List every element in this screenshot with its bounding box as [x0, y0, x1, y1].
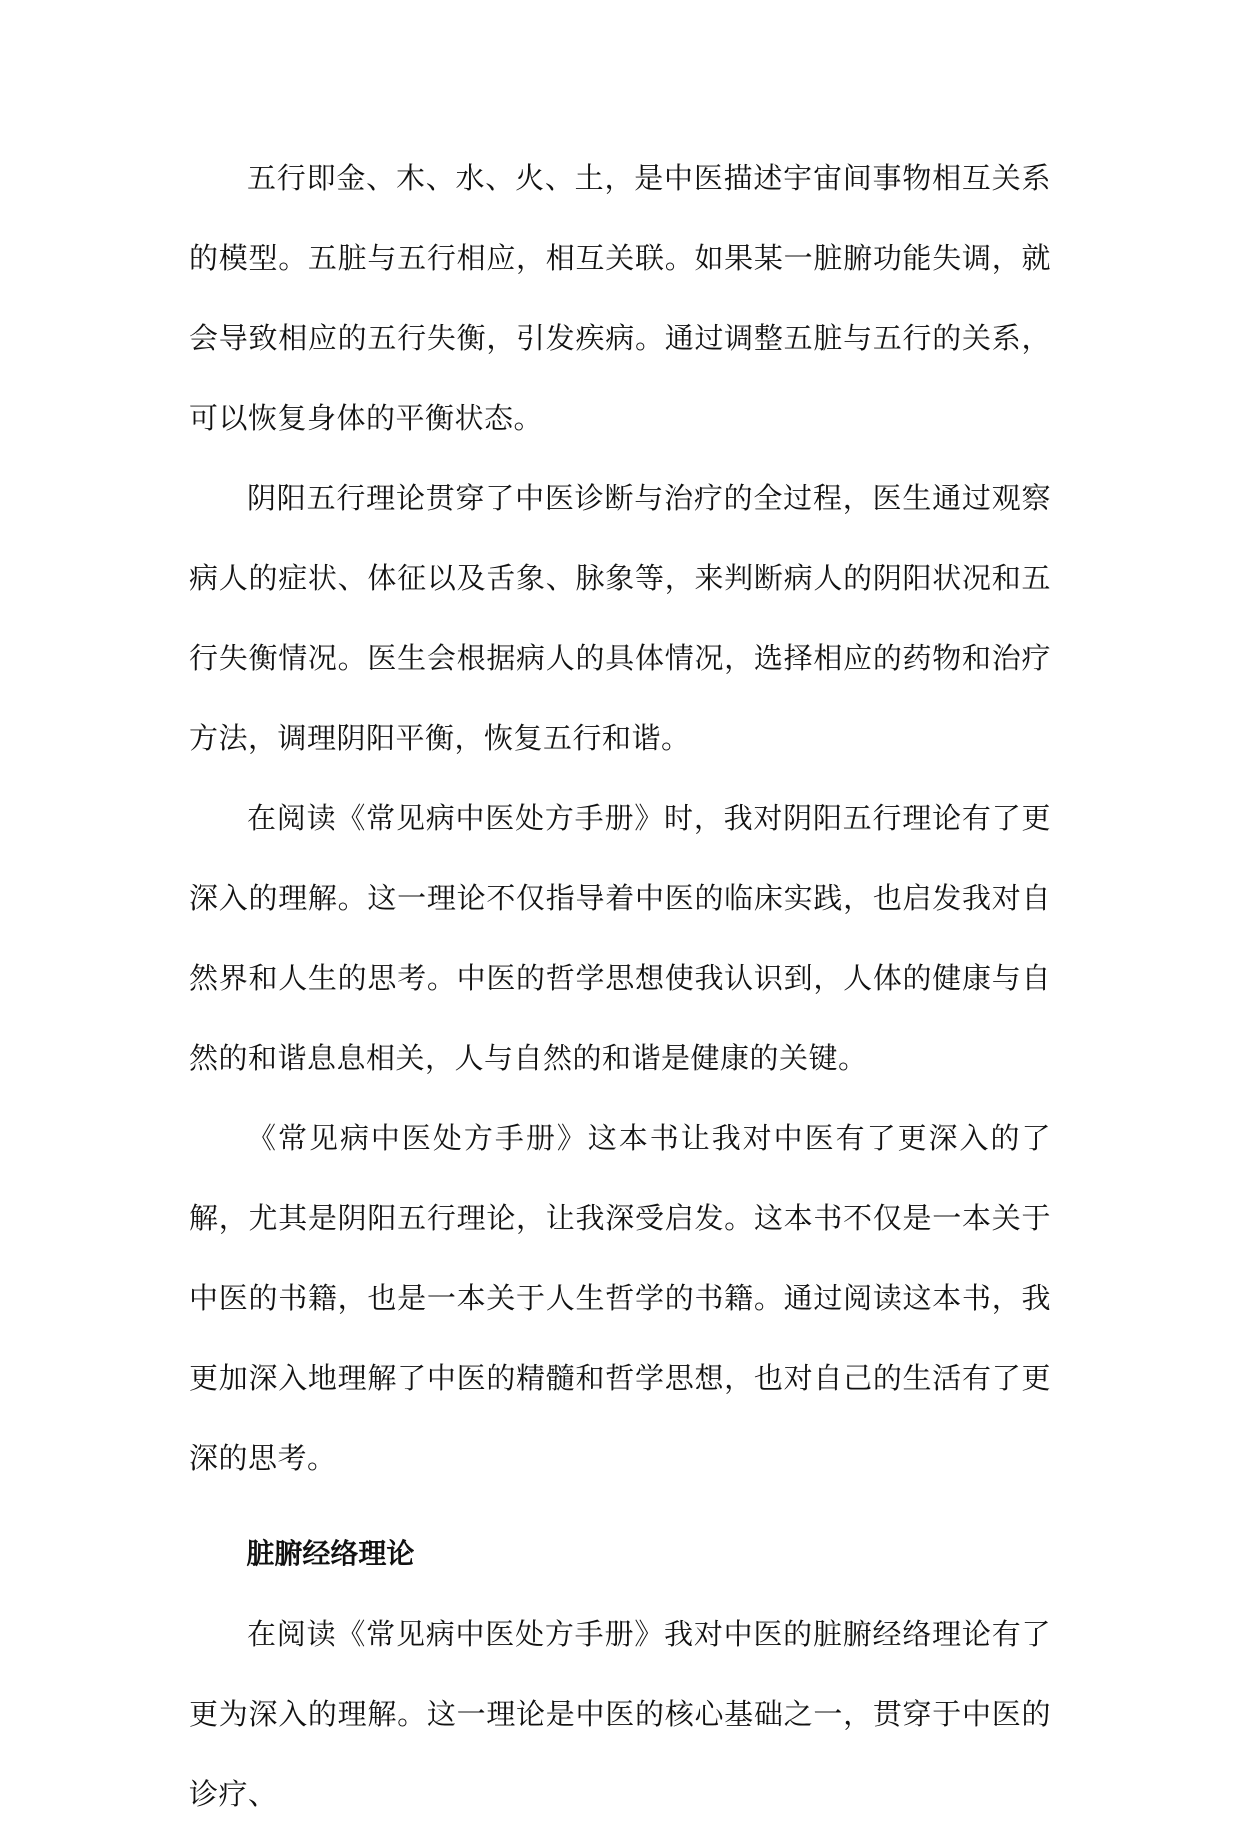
paragraph-reading-reflection: 在阅读《常见病中医处方手册》时，我对阴阳五行理论有了更深入的理解。这一理论不仅指导着中医的临床实践，也启发我对自然界和人生的思考。中医的哲学思想使我认识到，人体的健康与自然的和谐息息相关，人与自然的和谐是健康的关键。: [189, 801, 1051, 1075]
paragraph-book-summary: 《常见病中医处方手册》这本书让我对中医有了更深入的了解，尤其是阴阳五行理论，让我深受启发。这本书不仅是一本关于中医的书籍，也是一本关于人生哲学的书籍。通过阅读这本书，我更加深入地理解了中医的精髓和哲学思想，也对自己的生活有了更深的思考。: [189, 1121, 1051, 1475]
paragraph-organ-meridian: 在阅读《常见病中医处方手册》我对中医的脏腑经络理论有了更为深入的理解。这一理论是中医的核心基础之一，贯穿于中医的诊疗、: [189, 1617, 1051, 1811]
paragraph-five-elements: 五行即金、木、水、火、土，是中医描述宇宙间事物相互关系的模型。五脏与五行相应，相互关联。如果某一脏腑功能失调，就会导致相应的五行失衡，引发疾病。通过调整五脏与五行的关系，可以恢复身体的平衡状态。: [189, 161, 1051, 435]
paragraph-yin-yang-diagnosis: 阴阳五行理论贯穿了中医诊断与治疗的全过程，医生通过观察病人的症状、体征以及舌象、脉象等，来判断病人的阴阳状况和五行失衡情况。医生会根据病人的具体情况，选择相应的药物和治疗方法，调理阴阳平衡，恢复五行和谐。: [189, 481, 1051, 755]
section-heading: 脏腑经络理论: [246, 1537, 415, 1570]
document-body: [189, 138, 1051, 1834]
